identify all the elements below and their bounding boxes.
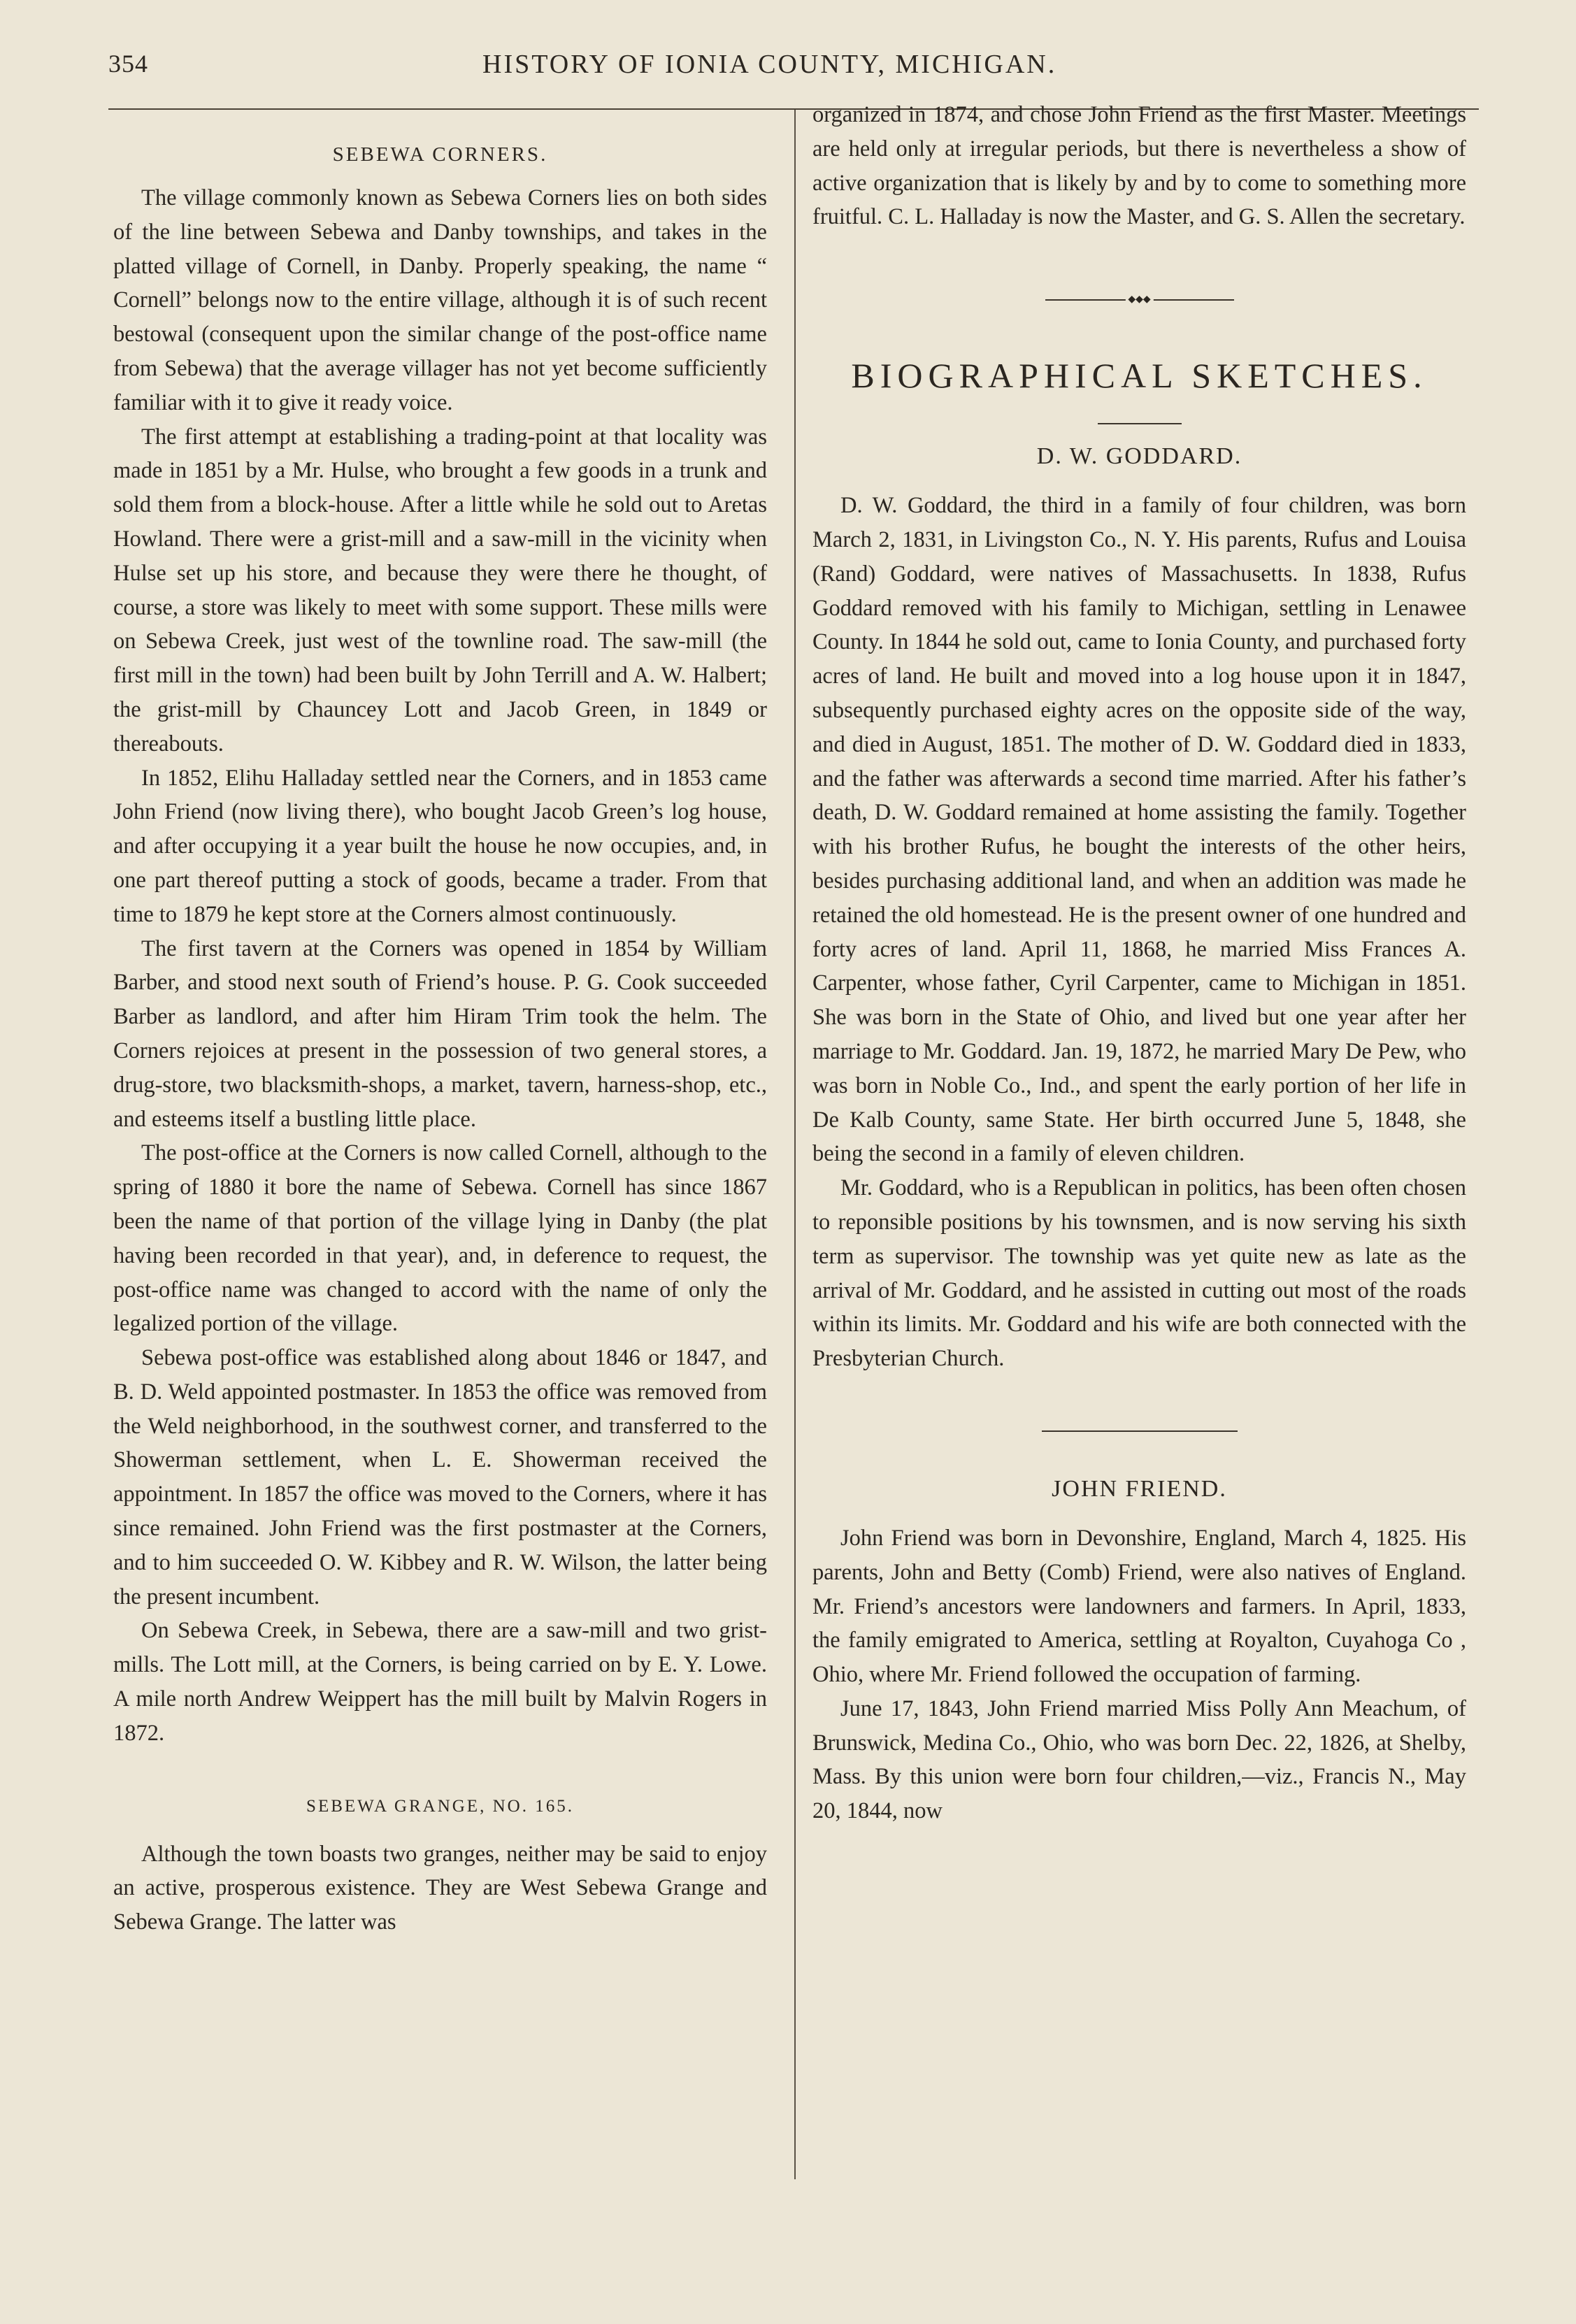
paragraph: D. W. Goddard, the third in a family of four children, was born March 2, 1831, in Livingston Co., N. Y. His parents, Rufus and Louisa (Rand) Goddard, were natives of Massachusetts. In 1838, Rufus Goddard removed with his family to Michigan, settling in Lenawee County. In 1844 he sold out, came to Ionia County, and purchased forty acres of land. He built and moved into a log house upon it in 1847, subsequently purchased eighty acres on the opposite side of the way, and died in August, 1851. The mother of D. W. Goddard died in 1833, and the father was afterwards a second time married. After his father’s death, D. W. Goddard remained at home assisting the family. Together with his brother Rufus, he bought the interests of the other heirs, besides purchasing additional land, and when an addition was made he retained the old homestead. He is the present owner of one hundred and forty acres of land. April 11, 1868, he married Miss Frances A. Carpenter, whose father, Cyril Carpenter, came to Michigan in 1851. She was born in the State of Ohio, and lived but one year after her marriage to Mr. Goddard. Jan. 19, 1872, he married Mary De Pew, who was born in Noble Co., Ind., and spent the early portion of her life in De Kalb County, same State. Her birth occurred June 5, 1848, she being the second in a family of eleven children. — [812, 493, 1466, 1167]
paragraph-continuation: organized in 1874, and chose John Friend as the first Master. Meetings are held only at irregular periods, but there is nevertheless a show of active organization that is likely by and by to come to something more fruitful. C. L. Halladay is now the Master, and G. S. Allen the secretary. — [812, 102, 1466, 230]
paragraph: Although the town boasts two granges, neither may be said to enjoy an active, prosperous existence. They are West Sebewa Grange and Sebewa Grange. The latter was — [113, 1841, 767, 1935]
paragraph: Sebewa post-office was established along about 1846 or 1847, and B. D. Weld appointed postmaster. In 1853 the office was removed from the Weld neighborhood, in the southwest corner, and transferred to the Showerman settlement, when L. E. Showerman received the appointment. In 1857 the office was moved to the Corners, where it has since remained. John Friend was the first postmaster at the Corners, and to him succeeded O. W. Kibbey and R. W. Wilson, the latter being the present incumbent. — [113, 1345, 767, 1609]
section-divider — [1042, 1430, 1238, 1432]
right-column — [812, 98, 1466, 1828]
ornamental-divider — [1045, 294, 1234, 306]
column-divider — [794, 110, 796, 2179]
ornament-icon: ◆◆◆ — [1125, 294, 1153, 306]
paragraph: Mr. Goddard, who is a Republican in politics, has been often chosen to reponsible positions by his townsmen, and is now serving his sixth term as supervisor. The township was yet quite new as late as the arrival of Mr. Goddard, and he assisted in cutting out most of the roads within its limits. Mr. Goddard and his wife are both connected with the Presbyterian Church. — [812, 1175, 1466, 1372]
paragraph: The first tavern at the Corners was opened in 1854 by William Barber, and stood next south of Friend’s house. P. G. Cook succeeded Barber as landlord, and after him Hiram Trim took the helm. The Corners rejoices at present in the possession of two general stores, a drug-store, two blacksmith-shops, a market, tavern, harness-shop, etc., and esteems itself a bustling little place. — [113, 935, 767, 1132]
paragraph: The first attempt at establishing a trading-point at that locality was made in 1851 by a Mr. Hulse, who brought a few goods in a trunk and sold them from a block-house. After a little while he sold out to Aretas Howland. There were a grist-mill and a saw-mill in the vicinity when Hulse set up his store, and because they were there he thought, of course, a store was likely to meet with some support. These mills were on Sebewa Creek, just west of the townline road. The saw-mill (the first mill in the town) had been built by John Terrill and A. W. Halbert; the grist-mill by Chauncey Lott and Jacob Green, in 1849 or thereabouts. — [113, 424, 767, 756]
bio-heading-friend: JOHN FRIEND. — [1052, 1475, 1227, 1502]
bio-heading-goddard: D. W. GODDARD. — [1036, 443, 1242, 470]
page-number: 354 — [108, 50, 148, 78]
paragraph: In 1852, Elihu Halladay settled near the Corners, and in 1853 came John Friend (now living there), who bought Jacob Green’s log house, and after occupying it a year built the house he now occupies, and, in one part thereof putting a stock of goods, became a trader. From that time to 1879 he kept store at the Corners almost continuously. — [113, 765, 767, 927]
biographical-sketches-heading: BIOGRAPHICAL SKETCHES. — [851, 356, 1428, 396]
paragraph: June 17, 1843, John Friend married Miss Polly Ann Meachum, of Brunswick, Medina Co., Ohio, who was born Dec. 22, 1826, at Shelby, Mass. By this union were born four children,—viz., Francis N., May 20, 1844, now — [812, 1695, 1466, 1824]
paragraph: John Friend was born in Devonshire, England, March 4, 1825. His parents, John and Betty (Comb) Friend, were also natives of England. Mr. Friend’s ancestors were landowners and farmers. In April, 1833, the family emigrated to America, settling at Royalton, Cuyahoga Co , Ohio, where Mr. Friend followed the occupation of farming. — [812, 1525, 1466, 1688]
left-column — [113, 122, 767, 1939]
section-heading-sebewa-corners: SEBEWA CORNERS. — [332, 143, 548, 166]
running-head: HISTORY OF IONIA COUNTY, MICHIGAN. — [482, 50, 1057, 79]
paragraph: The village commonly known as Sebewa Corners lies on both sides of the line between Sebewa and Danby townships, and takes in the platted village of Cornell, in Danby. Properly speaking, the name “ Cornell” belongs now to the entire village, although it is of such recent bestowal (consequent upon the similar change of the post-office name from Sebewa) that the average villager has not yet become sufficiently familiar with it to give it ready voice. — [113, 185, 767, 415]
paragraph: The post-office at the Corners is now called Cornell, although to the spring of 1880 it bore the name of Sebewa. Cornell has since 1867 been the name of that portion of the village lying in Danby (the plat having been recorded in that year), and, in deference to request, the post-office name was changed to accord with the name of only the legalized portion of the village. — [113, 1140, 767, 1337]
short-divider — [1098, 423, 1182, 424]
paragraph: On Sebewa Creek, in Sebewa, there are a saw-mill and two grist-mills. The Lott mill, at the Corners, is being carried on by E. Y. Lowe. A mile north Andrew Weippert has the mill built by Malvin Rogers in 1872. — [113, 1618, 767, 1746]
section-heading-sebewa-grange: SEBEWA GRANGE, NO. 165. — [306, 1796, 574, 1816]
